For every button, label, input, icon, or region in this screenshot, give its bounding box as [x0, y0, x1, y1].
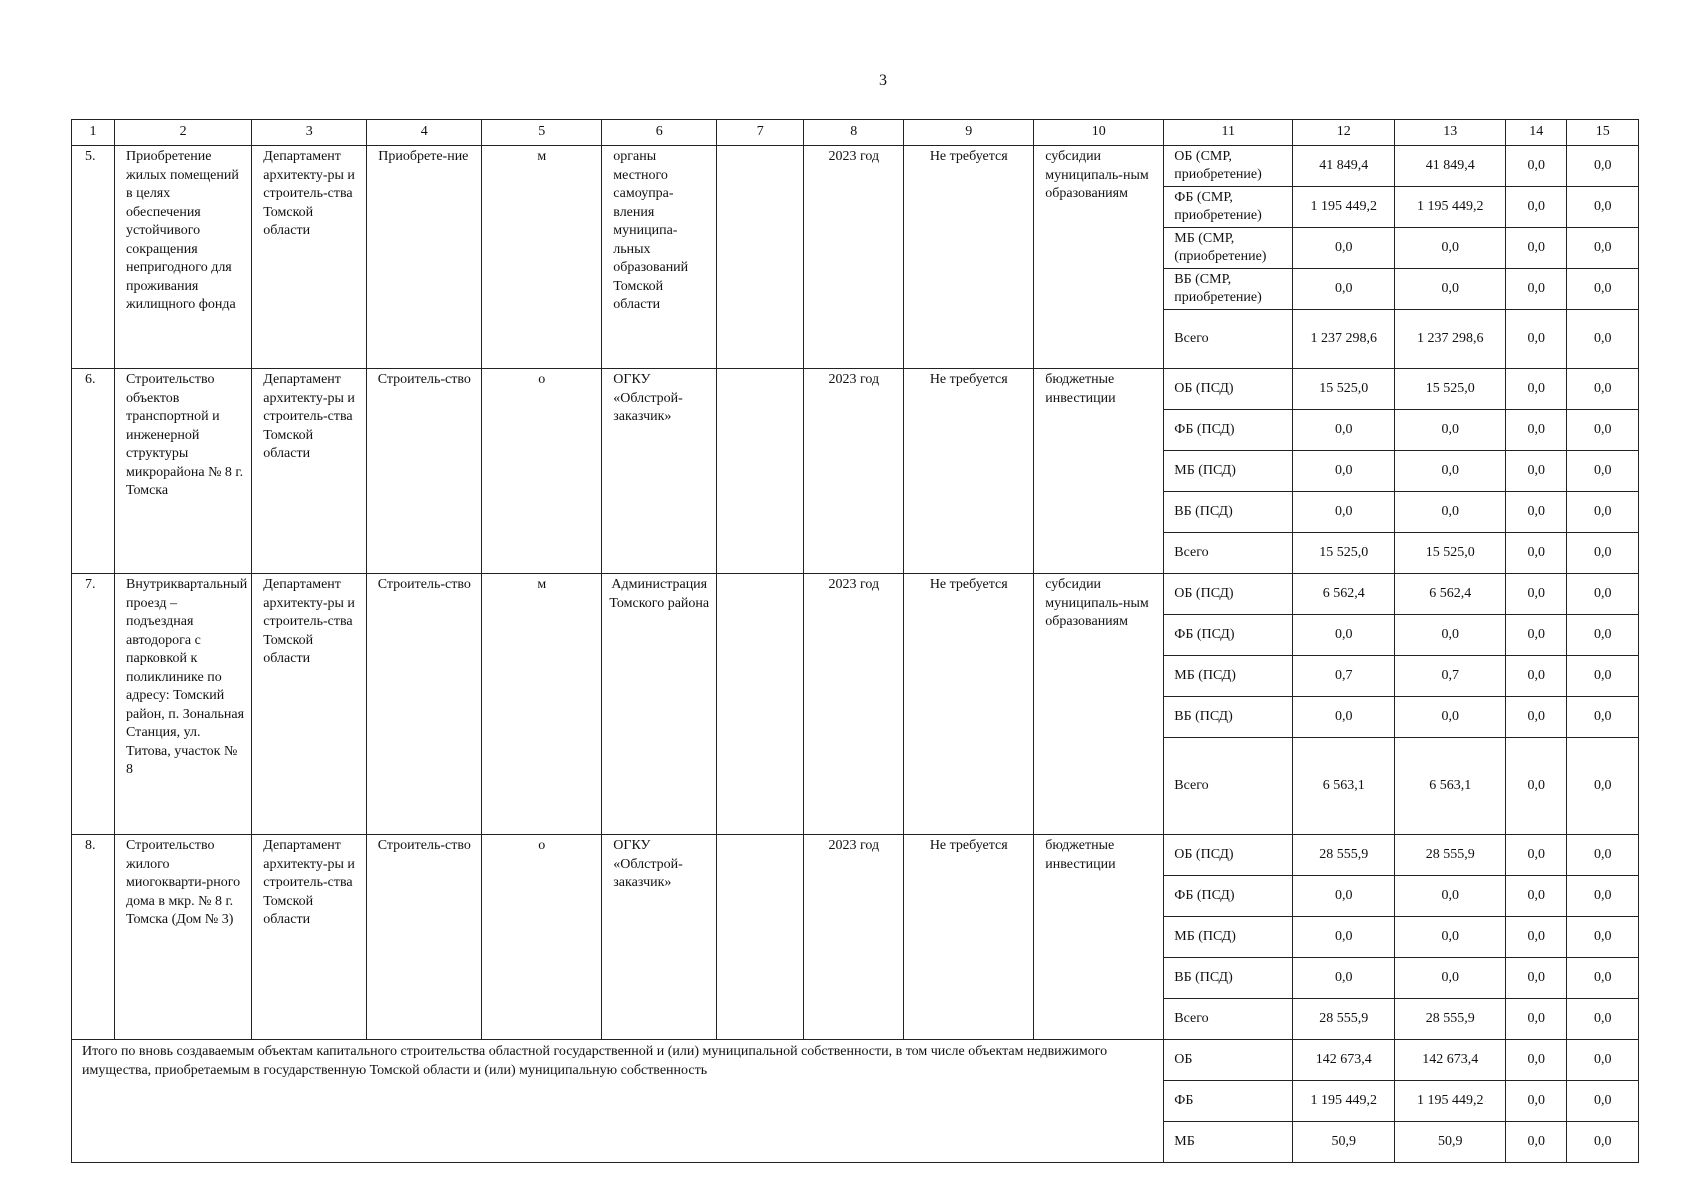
- funding-source: ВБ (ПСД): [1164, 492, 1293, 533]
- funding-source: ФБ (ПСД): [1164, 876, 1293, 917]
- amount-col15: 0,0: [1567, 228, 1639, 269]
- capital-construction-table: [71, 119, 1639, 1163]
- amount-col15: 0,0: [1567, 410, 1639, 451]
- implementation-year: 2023 год: [804, 146, 904, 369]
- funding-form: субсидии муниципаль-ным образованиям: [1034, 146, 1164, 369]
- page-number: 3: [879, 72, 887, 89]
- amount-col14: 0,0: [1506, 410, 1567, 451]
- funding-source: МБ (ПСД): [1164, 656, 1293, 697]
- amount-col15: 0,0: [1567, 574, 1639, 615]
- amount-col12: 28 555,9: [1293, 999, 1395, 1040]
- amount-col14: 0,0: [1506, 269, 1567, 310]
- executor: ОГКУ «Облстрой-заказчик»: [602, 835, 717, 1040]
- work-type: Приобрете-ние: [367, 146, 482, 369]
- executor: органы местного самоупра-вления муниципа-льных образований Томской области: [602, 146, 717, 369]
- amount-col13: 0,0: [1395, 492, 1506, 533]
- total-amount-col15: 0,0: [1567, 1040, 1639, 1081]
- amount-col13: 0,0: [1395, 876, 1506, 917]
- column-7-cell: [717, 369, 804, 574]
- amount-col13: 28 555,9: [1395, 999, 1506, 1040]
- ownership-code: м: [482, 574, 602, 835]
- total-amount-col13: 1 195 449,2: [1395, 1081, 1506, 1122]
- amount-col13: 0,0: [1395, 410, 1506, 451]
- total-amount-col12: 142 673,4: [1293, 1040, 1395, 1081]
- column-header-15: 15: [1567, 120, 1639, 146]
- work-type: Строитель-ство: [367, 369, 482, 574]
- total-funding-source: ОБ: [1164, 1040, 1293, 1081]
- amount-col12: 15 525,0: [1293, 533, 1395, 574]
- responsible-department: Департамент архитекту-ры и строитель-ства Томской области: [252, 574, 367, 835]
- amount-col12: 0,0: [1293, 958, 1395, 999]
- amount-col15: 0,0: [1567, 533, 1639, 574]
- funding-source: ФБ (СМР, приобретение): [1164, 187, 1293, 228]
- amount-col15: 0,0: [1567, 451, 1639, 492]
- amount-col12: 0,7: [1293, 656, 1395, 697]
- amount-col14: 0,0: [1506, 697, 1567, 738]
- amount-col14: 0,0: [1506, 738, 1567, 835]
- expertise-status: Не требуется: [904, 369, 1034, 574]
- funding-source: Всего: [1164, 999, 1293, 1040]
- amount-col14: 0,0: [1506, 656, 1567, 697]
- total-amount-col14: 0,0: [1506, 1122, 1567, 1163]
- executor: ОГКУ «Облстрой-заказчик»: [602, 369, 717, 574]
- total-amount-col15: 0,0: [1567, 1081, 1639, 1122]
- amount-col15: 0,0: [1567, 269, 1639, 310]
- total-row: [72, 1040, 1639, 1081]
- column-header-7: 7: [717, 120, 804, 146]
- amount-col13: 0,0: [1395, 958, 1506, 999]
- expertise-status: Не требуется: [904, 146, 1034, 369]
- amount-col12: 0,0: [1293, 615, 1395, 656]
- column-number-header-row: [72, 120, 1639, 146]
- column-header-3: 3: [252, 120, 367, 146]
- column-7-cell: [717, 146, 804, 369]
- amount-col15: 0,0: [1567, 876, 1639, 917]
- amount-col12: 0,0: [1293, 876, 1395, 917]
- total-funding-source: ФБ: [1164, 1081, 1293, 1122]
- work-type: Строитель-ство: [367, 574, 482, 835]
- row-number: 8.: [72, 835, 115, 1040]
- funding-source: ОБ (ПСД): [1164, 574, 1293, 615]
- responsible-department: Департамент архитекту-ры и строитель-ства Томской области: [252, 369, 367, 574]
- funding-form: бюджетные инвестиции: [1034, 369, 1164, 574]
- amount-col12: 28 555,9: [1293, 835, 1395, 876]
- responsible-department: Департамент архитекту-ры и строитель-ства Томской области: [252, 146, 367, 369]
- amount-col15: 0,0: [1567, 738, 1639, 835]
- object-name: Строительство жилого миогокварти-рного дома в мкр. № 8 г. Томска (Дом № 3): [115, 835, 252, 1040]
- funding-source: ОБ (СМР, приобретение): [1164, 146, 1293, 187]
- funding-source: МБ (ПСД): [1164, 451, 1293, 492]
- table-row: [72, 835, 1639, 876]
- ownership-code: м: [482, 146, 602, 369]
- amount-col13: 0,0: [1395, 917, 1506, 958]
- object-name: Внутриквартальный проезд – подъездная автодорога с парковкой к поликлинике по адресу: Томский район, п. Зональная Станция, ул. Титова, участок № 8: [115, 574, 252, 835]
- funding-source: Всего: [1164, 310, 1293, 369]
- amount-col13: 6 563,1: [1395, 738, 1506, 835]
- row-number: 7.: [72, 574, 115, 835]
- amount-col14: 0,0: [1506, 574, 1567, 615]
- amount-col14: 0,0: [1506, 228, 1567, 269]
- amount-col13: 0,0: [1395, 451, 1506, 492]
- amount-col13: 28 555,9: [1395, 835, 1506, 876]
- amount-col14: 0,0: [1506, 492, 1567, 533]
- funding-source: ВБ (ПСД): [1164, 958, 1293, 999]
- funding-source: ВБ (СМР, приобретение): [1164, 269, 1293, 310]
- work-type: Строитель-ство: [367, 835, 482, 1040]
- amount-col14: 0,0: [1506, 451, 1567, 492]
- object-name: Строительство объектов транспортной и инженерной структуры микрорайона № 8 г. Томска: [115, 369, 252, 574]
- column-7-cell: [717, 574, 804, 835]
- amount-col14: 0,0: [1506, 876, 1567, 917]
- amount-col13: 6 562,4: [1395, 574, 1506, 615]
- amount-col13: 0,0: [1395, 269, 1506, 310]
- amount-col12: 0,0: [1293, 269, 1395, 310]
- amount-col12: 1 195 449,2: [1293, 187, 1395, 228]
- amount-col15: 0,0: [1567, 656, 1639, 697]
- total-label: Итого по вновь создаваемым объектам капитального строительства областной государственной и (или) муниципальной собственности, в том числе объектам недвижимого имущества, приобретаемым в государственную Томской области и (или) муниципальную собственность: [72, 1040, 1164, 1163]
- funding-source: ВБ (ПСД): [1164, 697, 1293, 738]
- column-header-12: 12: [1293, 120, 1395, 146]
- amount-col15: 0,0: [1567, 835, 1639, 876]
- funding-source: МБ (ПСД): [1164, 917, 1293, 958]
- ownership-code: о: [482, 835, 602, 1040]
- amount-col14: 0,0: [1506, 533, 1567, 574]
- object-name: Приобретение жилых помещений в целях обеспечения устойчивого сокращения непригодного для проживания жилищного фонда: [115, 146, 252, 369]
- amount-col15: 0,0: [1567, 999, 1639, 1040]
- column-7-cell: [717, 835, 804, 1040]
- amount-col14: 0,0: [1506, 958, 1567, 999]
- amount-col15: 0,0: [1567, 369, 1639, 410]
- amount-col15: 0,0: [1567, 615, 1639, 656]
- funding-source: ФБ (ПСД): [1164, 410, 1293, 451]
- amount-col12: 1 237 298,6: [1293, 310, 1395, 369]
- total-funding-source: МБ: [1164, 1122, 1293, 1163]
- total-amount-col12: 1 195 449,2: [1293, 1081, 1395, 1122]
- column-header-1: 1: [72, 120, 115, 146]
- funding-source: МБ (СМР, (приобретение): [1164, 228, 1293, 269]
- funding-source: ФБ (ПСД): [1164, 615, 1293, 656]
- amount-col12: 0,0: [1293, 492, 1395, 533]
- amount-col12: 0,0: [1293, 228, 1395, 269]
- funding-source: ОБ (ПСД): [1164, 835, 1293, 876]
- responsible-department: Департамент архитекту-ры и строитель-ства Томской области: [252, 835, 367, 1040]
- funding-source: Всего: [1164, 533, 1293, 574]
- amount-col13: 15 525,0: [1395, 369, 1506, 410]
- amount-col14: 0,0: [1506, 310, 1567, 369]
- amount-col13: 1 237 298,6: [1395, 310, 1506, 369]
- total-amount-col14: 0,0: [1506, 1081, 1567, 1122]
- column-header-2: 2: [115, 120, 252, 146]
- table-row: [72, 146, 1639, 187]
- amount-col12: 0,0: [1293, 451, 1395, 492]
- total-amount-col12: 50,9: [1293, 1122, 1395, 1163]
- column-header-11: 11: [1164, 120, 1293, 146]
- amount-col15: 0,0: [1567, 187, 1639, 228]
- amount-col15: 0,0: [1567, 958, 1639, 999]
- amount-col13: 0,0: [1395, 697, 1506, 738]
- column-header-5: 5: [482, 120, 602, 146]
- row-number: 5.: [72, 146, 115, 369]
- amount-col14: 0,0: [1506, 146, 1567, 187]
- amount-col13: 0,0: [1395, 228, 1506, 269]
- column-header-14: 14: [1506, 120, 1567, 146]
- amount-col12: 0,0: [1293, 697, 1395, 738]
- amount-col15: 0,0: [1567, 310, 1639, 369]
- table-row: [72, 369, 1639, 410]
- amount-col12: 0,0: [1293, 917, 1395, 958]
- row-number: 6.: [72, 369, 115, 574]
- amount-col13: 0,7: [1395, 656, 1506, 697]
- executor: Администрация Томского района: [602, 574, 717, 835]
- column-header-10: 10: [1034, 120, 1164, 146]
- expertise-status: Не требуется: [904, 835, 1034, 1040]
- column-header-4: 4: [367, 120, 482, 146]
- amount-col15: 0,0: [1567, 146, 1639, 187]
- column-header-8: 8: [804, 120, 904, 146]
- table-row: [72, 574, 1639, 615]
- amount-col14: 0,0: [1506, 917, 1567, 958]
- funding-form: субсидии муниципаль-ным образованиям: [1034, 574, 1164, 835]
- amount-col14: 0,0: [1506, 187, 1567, 228]
- amount-col13: 0,0: [1395, 615, 1506, 656]
- funding-source: ОБ (ПСД): [1164, 369, 1293, 410]
- amount-col15: 0,0: [1567, 492, 1639, 533]
- total-amount-col13: 142 673,4: [1395, 1040, 1506, 1081]
- amount-col15: 0,0: [1567, 697, 1639, 738]
- column-header-6: 6: [602, 120, 717, 146]
- implementation-year: 2023 год: [804, 369, 904, 574]
- expertise-status: Не требуется: [904, 574, 1034, 835]
- column-header-13: 13: [1395, 120, 1506, 146]
- total-amount-col13: 50,9: [1395, 1122, 1506, 1163]
- amount-col14: 0,0: [1506, 615, 1567, 656]
- amount-col13: 1 195 449,2: [1395, 187, 1506, 228]
- funding-form: бюджетные инвестиции: [1034, 835, 1164, 1040]
- amount-col14: 0,0: [1506, 835, 1567, 876]
- ownership-code: о: [482, 369, 602, 574]
- total-amount-col14: 0,0: [1506, 1040, 1567, 1081]
- total-amount-col15: 0,0: [1567, 1122, 1639, 1163]
- amount-col12: 6 562,4: [1293, 574, 1395, 615]
- funding-source: Всего: [1164, 738, 1293, 835]
- amount-col13: 41 849,4: [1395, 146, 1506, 187]
- amount-col13: 15 525,0: [1395, 533, 1506, 574]
- amount-col12: 41 849,4: [1293, 146, 1395, 187]
- amount-col15: 0,0: [1567, 917, 1639, 958]
- amount-col14: 0,0: [1506, 369, 1567, 410]
- amount-col12: 0,0: [1293, 410, 1395, 451]
- implementation-year: 2023 год: [804, 574, 904, 835]
- amount-col12: 15 525,0: [1293, 369, 1395, 410]
- amount-col14: 0,0: [1506, 999, 1567, 1040]
- column-header-9: 9: [904, 120, 1034, 146]
- implementation-year: 2023 год: [804, 835, 904, 1040]
- amount-col12: 6 563,1: [1293, 738, 1395, 835]
